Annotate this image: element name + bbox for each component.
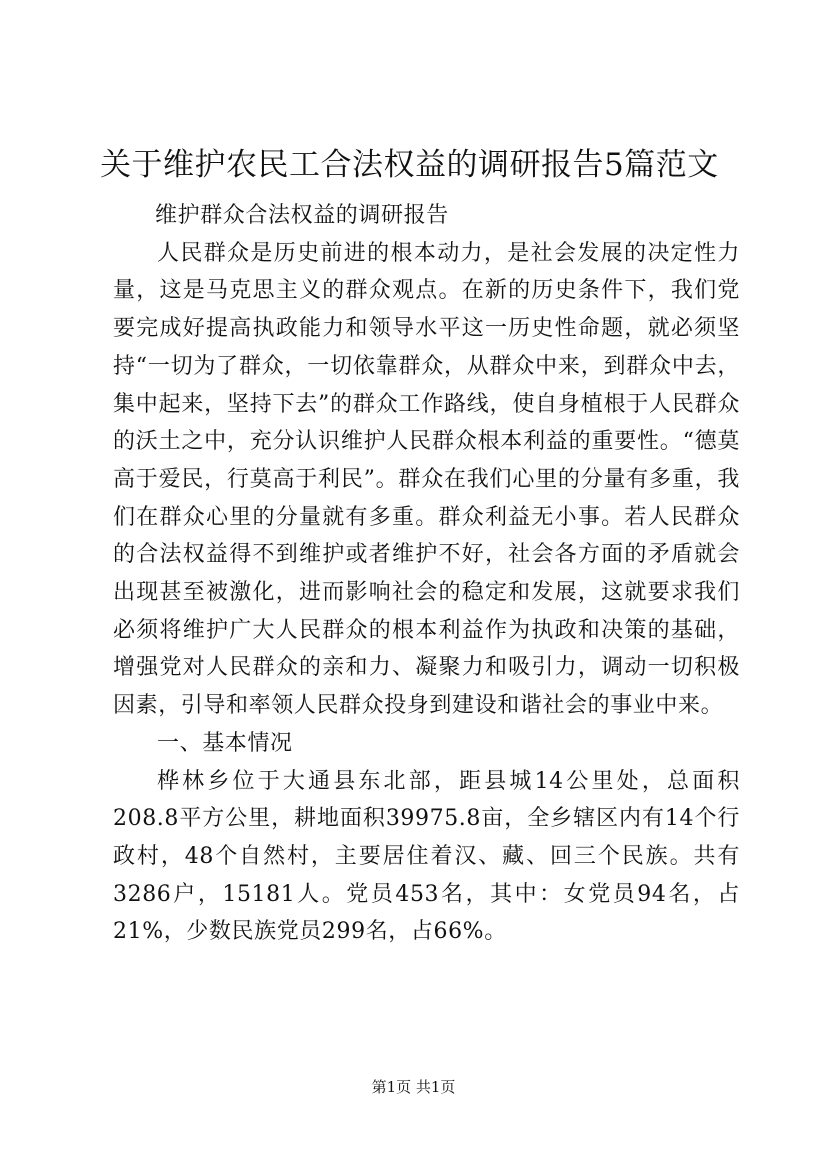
body-paragraph: 人民群众是历史前进的根本动力，是社会发展的决定性力量，这是马克思主义的群众观点。在新的历史条件下，我们党要完成好提高执政能力和领导水平这一历史性命题，就必须坚持“一切为了群众，一切依靠群众，从群众中来，到群众中去，集中起来，坚持下去”的群众工作路线，使自身植根于人民群众的沃土之中，充分认识维护人民群众根本利益的重要性。“德莫高于爱民，行莫高于利民”。群众在我们心里的分量有多重，我们在群众心里的分量就有多重。群众利益无小事。若人民群众的合法权益得不到维护或者维护不好，社会各方面的矛盾就会出现甚至被激化，进而影响社会的稳定和发展，这就要求我们必须将维护广大人民群众的根本利益作为执政和决策的基础，增强党对人民群众的亲和力、凝聚力和吸引力，调动一切积极因素，引导和率领人民群众投身到建设和谐社会的事业中来。 [113, 240, 740, 719]
body-paragraph: 桦林乡位于大通县东北部，距县城14公里处，总面积208.8平方公里，耕地面积39975.8亩，全乡辖区内有14个行政村，48个自然村，主要居住着汉、藏、回三个民族。共有3286户，15181人。党员453名，其中：女党员94名，占21%，少数民族党员299名，占66%。 [113, 768, 740, 945]
page-footer: 第1页 共1页 [371, 1078, 456, 1096]
document-body [113, 197, 740, 951]
section-heading: 一、基本情况 [157, 730, 293, 756]
document-title: 关于维护农民工合法权益的调研报告5篇范文 [100, 147, 719, 183]
document-subtitle: 维护群众合法权益的调研报告 [155, 203, 449, 228]
